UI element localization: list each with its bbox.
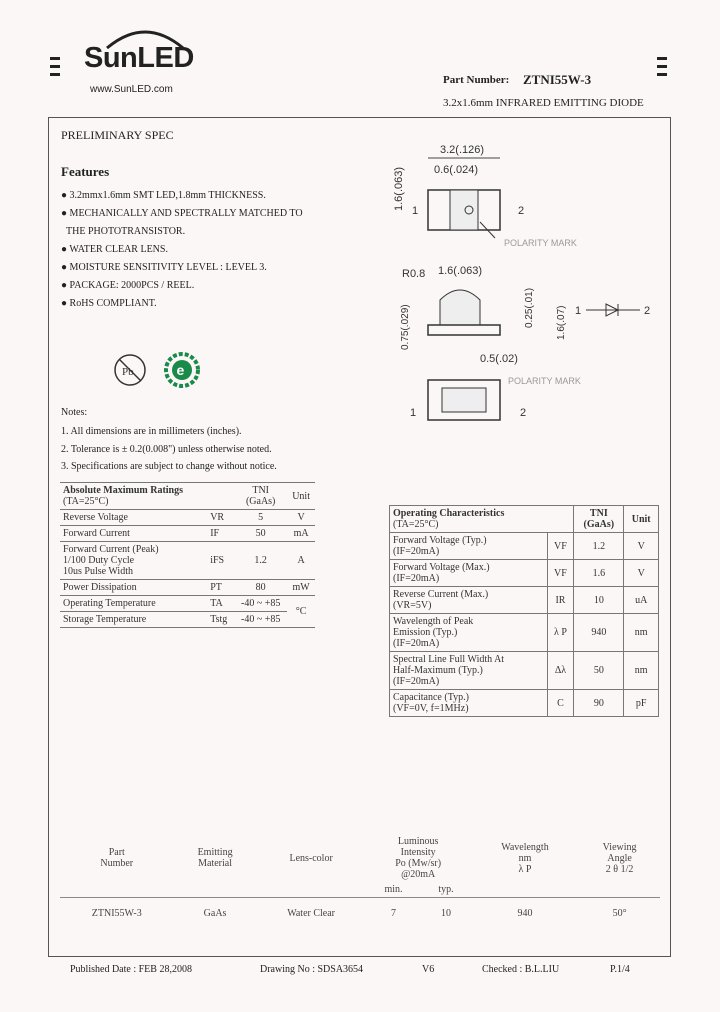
left-bars-icon bbox=[50, 57, 60, 81]
e-mark-icon bbox=[162, 350, 202, 390]
table-row: ZTNI55W-3 GaAs Water Clear 7 10 940 50° bbox=[91, 908, 627, 919]
company-url[interactable]: www.SunLED.com bbox=[90, 84, 173, 95]
table-header: Absolute Maximum Ratings (TA=25°C) TNI (GaAs) Unit bbox=[60, 483, 315, 510]
feature-item: ● 3.2mmx1.6mm SMT LED,1.8mm THICKNESS. bbox=[61, 190, 266, 201]
table-row: Reverse Current (Max.) (VR=5V) IR 10 uA bbox=[390, 587, 659, 614]
pin1-label: 1 bbox=[412, 205, 419, 217]
note-1: 1. All dimensions are in millimeters (inches). bbox=[61, 426, 242, 437]
operating-characteristics-table bbox=[389, 505, 659, 717]
note-3: 3. Specifications are subject to change without notice. bbox=[61, 461, 277, 472]
part-selection-table bbox=[60, 834, 660, 921]
feature-item: THE PHOTOTRANSISTOR. bbox=[66, 226, 186, 237]
table-row: Forward Voltage (Typ.) (IF=20mA) VF 1.2 V bbox=[390, 533, 659, 560]
r-label: R0.8 bbox=[402, 268, 426, 280]
dim-dome: 1.6(.063) bbox=[438, 265, 483, 277]
dim-width: 3.2(.126) bbox=[440, 144, 485, 156]
package-drawing bbox=[380, 140, 665, 430]
symbol-pin1: 1 bbox=[575, 305, 582, 317]
dim-lens: 0.6(.024) bbox=[434, 164, 479, 176]
table-row: Forward Voltage (Max.) (IF=20mA) VF 1.6 V bbox=[390, 560, 659, 587]
table-header: Part Number Emitting Material Lens-color Luminous Intensity Po (Mw/sr) @20mA Wavelength nm λ P Viewing Angle 2 θ 1/2 bbox=[100, 836, 637, 880]
e-badge-text: e bbox=[176, 362, 185, 378]
table-row: Wavelength of Peak Emission (Typ.) (IF=20mA) λ P 940 nm bbox=[390, 614, 659, 652]
logo: SunLED bbox=[84, 42, 194, 74]
symbol-pin2: 2 bbox=[644, 305, 651, 317]
table-row: Operating Temperature TA -40 ~ +85 °C bbox=[60, 596, 315, 612]
pb-free-icon bbox=[112, 352, 148, 388]
bottom-pin1: 1 bbox=[410, 407, 417, 419]
checked-by: Checked : B.L.LIU bbox=[482, 964, 560, 975]
table-row: Forward Current (Peak) 1/100 Duty Cycle 10us Pulse Width iFS 1.2 A bbox=[60, 542, 315, 580]
table-row: Reverse Voltage VR 5 V bbox=[60, 510, 315, 526]
pb-badge-text: Pb bbox=[122, 366, 134, 378]
table-header: Operating Characteristics (TA=25°C) TNI (GaAs) Unit bbox=[390, 506, 659, 533]
table-row: Power Dissipation PT 80 mW bbox=[60, 580, 315, 596]
drawing-number: Drawing No : SDSA3654 bbox=[260, 964, 364, 975]
spec-title: PRELIMINARY SPEC bbox=[61, 128, 174, 142]
features-list bbox=[61, 190, 361, 316]
feature-item: ● RoHS COMPLIANT. bbox=[61, 298, 157, 309]
table-row: Spectral Line Full Width At Half-Maximum (Typ.) (IF=20mA) Δλ 50 nm bbox=[390, 652, 659, 690]
dim-dome-height: 0.25(.01) bbox=[524, 287, 535, 328]
dim-pad: 0.5(.02) bbox=[480, 353, 518, 365]
table-row: Capacitance (Typ.) (VF=0V, f=1MHz) C 90 pF bbox=[390, 690, 659, 717]
dim-total: 1.6(.07) bbox=[556, 305, 567, 340]
polarity-label: POLARITY MARK bbox=[504, 238, 577, 248]
part-number-label: Part Number: bbox=[443, 74, 510, 86]
bottom-pin2: 2 bbox=[520, 407, 527, 419]
notes-title: Notes: bbox=[61, 407, 88, 418]
table-row: Storage Temperature Tstg -40 ~ +85 bbox=[60, 612, 315, 628]
dim-height: 1.6(.063) bbox=[393, 166, 405, 211]
feature-item: ● MECHANICALLY AND SPECTRALLY MATCHED TO bbox=[61, 208, 303, 219]
features-title: Features bbox=[61, 164, 110, 179]
page-number: P.1/4 bbox=[610, 964, 630, 975]
table-row: Forward Current IF 50 mA bbox=[60, 526, 315, 542]
note-2: 2. Tolerance is ± 0.2(0.008") unless otherwise noted. bbox=[61, 444, 272, 455]
pin2-label: 2 bbox=[518, 205, 525, 217]
right-bars-icon bbox=[657, 57, 667, 81]
version: V6 bbox=[422, 964, 435, 975]
polarity-label-2: POLARITY MARK bbox=[508, 376, 581, 386]
part-number: ZTNI55W-3 bbox=[523, 72, 592, 87]
published-date: Published Date : FEB 28,2008 bbox=[70, 964, 192, 975]
part-description: 3.2x1.6mm INFRARED EMITTING DIODE bbox=[443, 97, 644, 109]
table-subheader: min. typ. bbox=[60, 882, 660, 898]
abs-max-table bbox=[60, 482, 315, 628]
dim-thick: 0.75(.029) bbox=[400, 304, 411, 350]
feature-item: ● MOISTURE SENSITIVITY LEVEL : LEVEL 3. bbox=[61, 262, 267, 273]
feature-item: ● PACKAGE: 2000PCS / REEL. bbox=[61, 280, 195, 291]
feature-item: ● WATER CLEAR LENS. bbox=[61, 244, 168, 255]
